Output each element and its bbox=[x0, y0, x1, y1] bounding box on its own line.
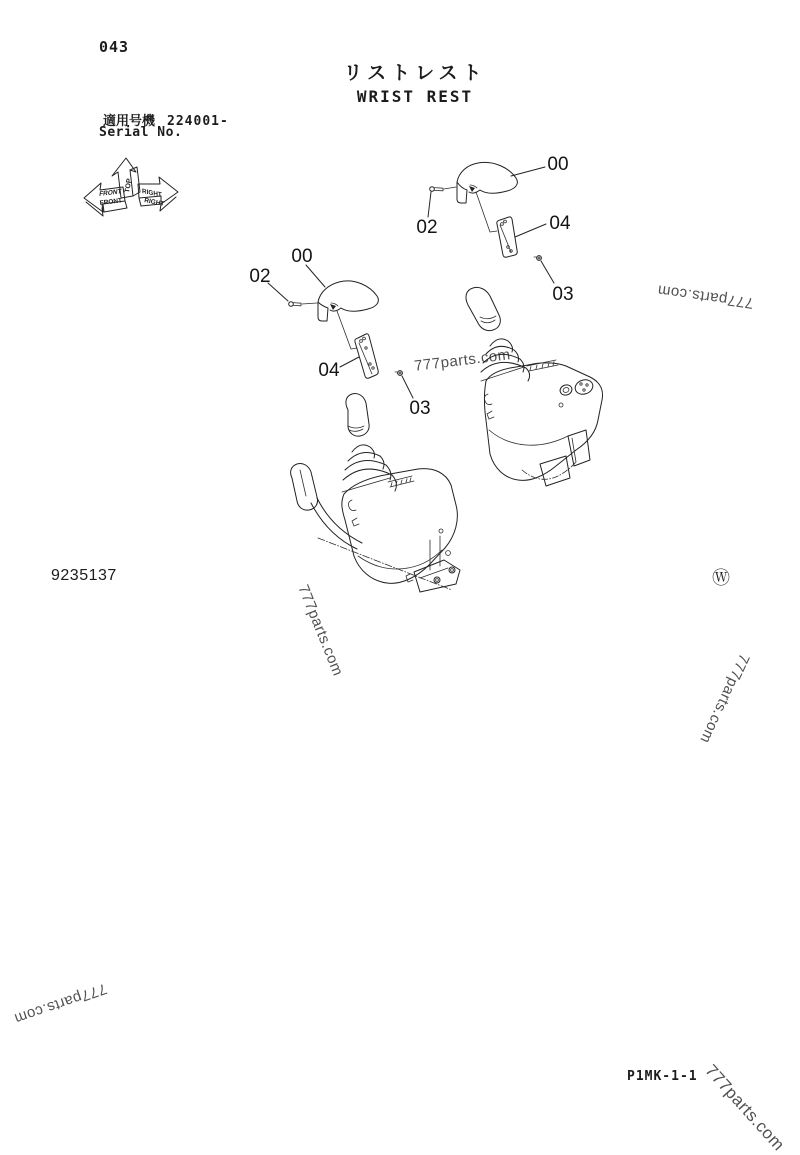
callout-02-left: 02 bbox=[249, 266, 271, 287]
joystick-console-left bbox=[291, 393, 460, 592]
callout-00-left: 00 bbox=[291, 246, 313, 267]
sheet-code: P1MK-1-1 bbox=[627, 1069, 698, 1084]
callout-04-right: 04 bbox=[549, 213, 571, 234]
callout-00-right: 00 bbox=[547, 154, 569, 175]
callout-04-left: 04 bbox=[318, 360, 340, 381]
joystick-console-right bbox=[466, 287, 603, 486]
watermark-right-upper: 777parts.com bbox=[656, 281, 755, 312]
circled-w-symbol: Ⓦ bbox=[712, 568, 730, 588]
wrist-rest-assembly-right bbox=[416, 154, 573, 305]
callout-03-right: 03 bbox=[552, 284, 574, 305]
orientation-front-label-top: FRONT bbox=[98, 188, 122, 199]
watermark-bottom-left: 777parts.com bbox=[11, 979, 110, 1028]
orientation-front-label-face: FRONT bbox=[99, 197, 123, 207]
callout-02-right: 02 bbox=[416, 217, 438, 238]
orientation-top-label: TOP bbox=[124, 178, 134, 194]
orientation-right-label-face: RIGHT bbox=[143, 197, 165, 208]
orientation-indicator-icon bbox=[84, 158, 178, 216]
watermark-bottom-right: 777parts.com bbox=[701, 1060, 789, 1155]
watermark-center: 777parts.com bbox=[413, 346, 512, 375]
serial-number-value: 224001- bbox=[167, 114, 229, 129]
serial-label-ja: 適用号機 bbox=[103, 113, 156, 128]
watermark-left-middle: 777parts.com bbox=[294, 582, 347, 679]
orientation-right-label-top: RIGHT bbox=[141, 187, 162, 199]
serial-label-english: Serial No. bbox=[99, 125, 183, 140]
page-title-japanese: リストレスト bbox=[343, 63, 487, 84]
wrist-rest-assembly-left bbox=[249, 246, 430, 419]
page-number: 043 bbox=[99, 38, 130, 56]
watermark-right-lower: 777parts.com bbox=[696, 651, 753, 746]
page-title-english: WRIST REST bbox=[356, 87, 474, 106]
drawing-number: 9235137 bbox=[51, 567, 117, 584]
callout-03-left: 03 bbox=[409, 398, 431, 419]
